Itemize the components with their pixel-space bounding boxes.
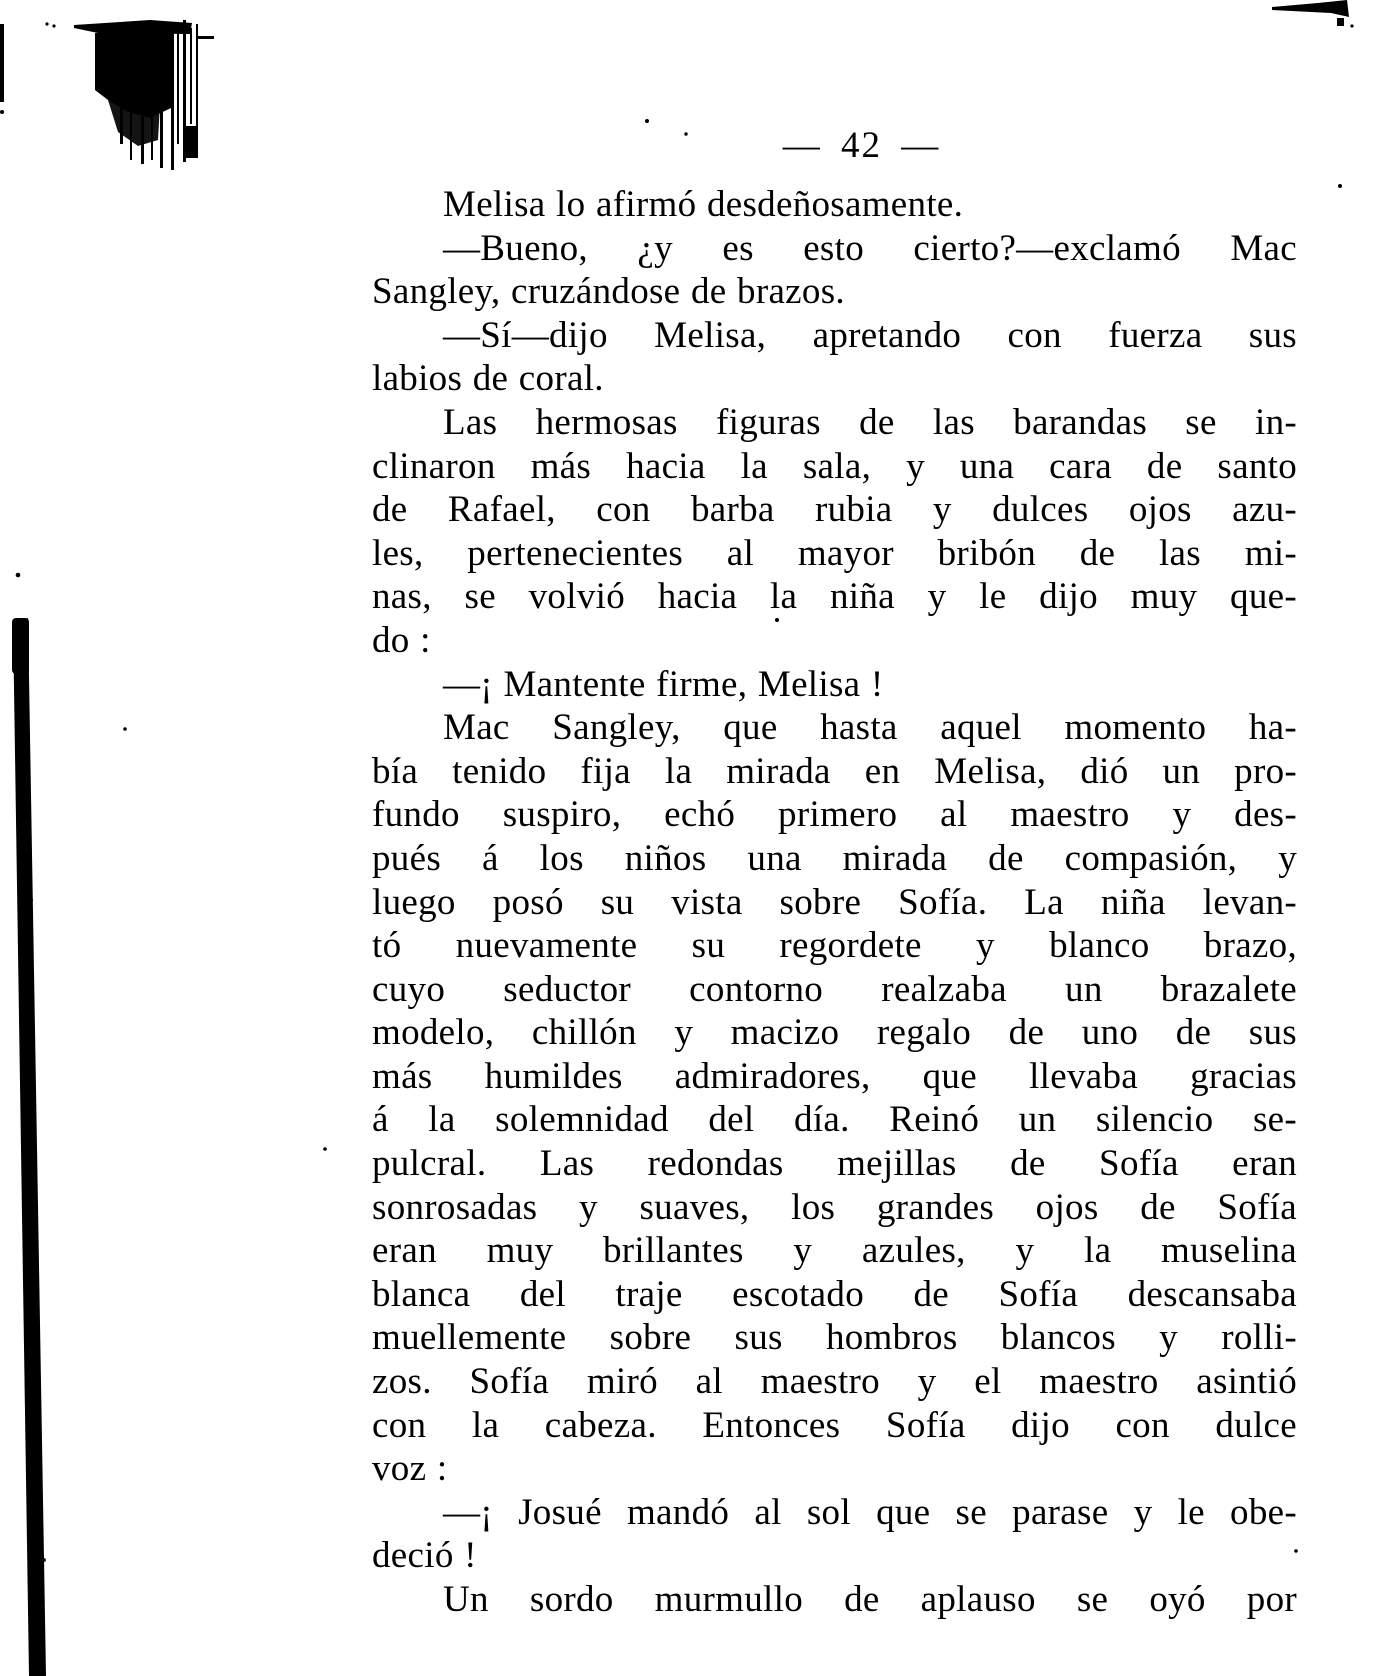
text-line: clinaron más hacia la sala, y una cara de santo [372,445,1297,487]
text-line: pués á los niños una mirada de compasión, y [372,837,1297,879]
vertical-ink-streak-icon [12,618,46,1676]
text-block [372,183,1297,1622]
text-line: —¡ Josué mandó al sol que se parase y le obe- [443,1491,1297,1533]
text-line: luego posó su vista sobre Sofía. La niña levan- [372,881,1297,923]
text-line: do : [372,619,431,661]
text-line: voz : [372,1448,448,1490]
text-line: Mac Sangley, que hasta aquel momento ha- [443,707,1297,749]
text-line: nas, se volvió hacia la niña y le dijo muy que- [372,576,1297,618]
ink-blot-icon [45,20,214,170]
text-line: de Rafael, con barba rubia y dulces ojos azu- [372,489,1297,531]
text-line: á la solemnidad del día. Reinó un silencio se- [372,1099,1297,1141]
text-line: tó nuevamente su regordete y blanco brazo, [372,925,1297,967]
text-line: zos. Sofía miró al maestro y el maestro asintió [372,1361,1297,1403]
text-line: blanca del traje escotado de Sofía descansaba [372,1273,1297,1315]
text-line: Las hermosas figuras de las barandas se in- [443,401,1297,443]
text-line: cuyo seductor contorno realzaba un brazalete [372,968,1297,1010]
text-line: Un sordo murmullo de aplauso se oyó por [443,1579,1297,1620]
text-line: modelo, chillón y macizo regalo de uno de sus [372,1012,1297,1054]
text-line: —Bueno, ¿y es esto cierto?—exclamó Mac [443,227,1297,269]
text-line: eran muy brillantes y azules, y la muselina [372,1230,1297,1272]
text-line: labios de coral. [372,358,604,400]
text-line: pulcral. Las redondas mejillas de Sofía eran [372,1143,1297,1185]
text-line: —Sí—dijo Melisa, apretando con fuerza sus [443,314,1297,356]
text-line: deció ! [372,1535,477,1577]
text-line: muellemente sobre sus hombros blancos y rolli- [372,1317,1297,1359]
text-line: sonrosadas y suaves, los grandes ojos de Sofía [372,1186,1297,1228]
text-line: —¡ Mantente firme, Melisa ! [443,663,884,705]
text-line: les, pertenecientes al mayor bribón de las mi- [372,532,1297,574]
text-line: fundo suspiro, echó primero al maestro y des- [372,794,1297,836]
ink-wedge-top-right-icon [1272,0,1354,28]
text-line: con la cabeza. Entonces Sofía dijo con dulce [372,1404,1297,1446]
text-line: Melisa lo afirmó desdeñosamente. [443,184,964,225]
text-line: bía tenido fija la mirada en Melisa, dió un pro- [372,750,1297,792]
page-number: — 42 — [782,125,941,166]
left-edge-mark-icon [0,24,4,114]
text-line: Sangley, cruzándose de brazos. [372,271,845,313]
text-line: más humildes admiradores, que llevaba gracias [372,1055,1297,1097]
